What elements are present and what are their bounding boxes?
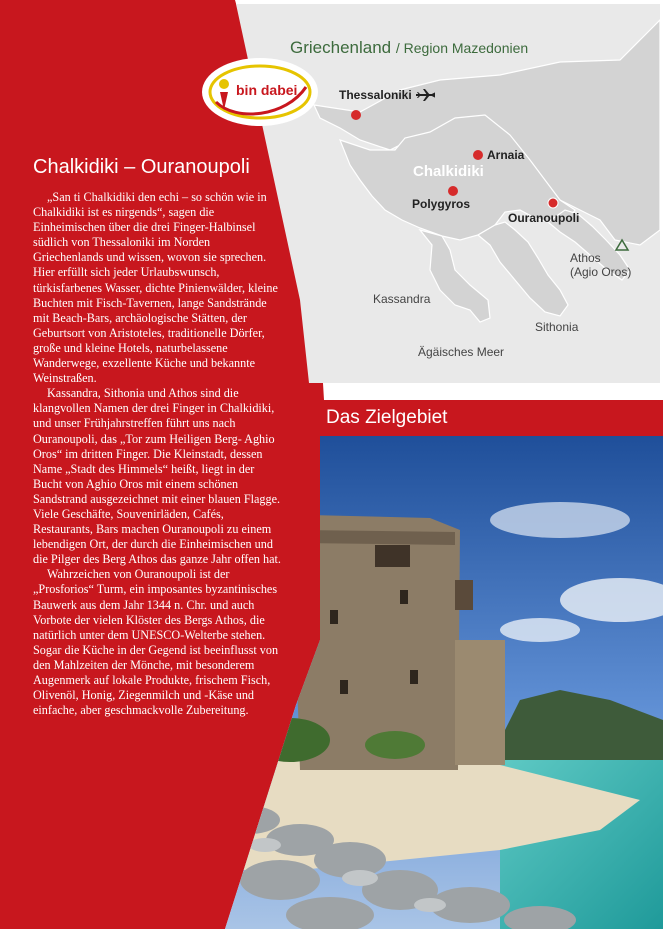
label-agio-oros: (Agio Oros): [570, 265, 632, 279]
logo-text: bin dabei: [236, 82, 298, 98]
bin-dabei-logo: [206, 62, 314, 122]
region-chalkidiki: Chalkidiki: [413, 163, 484, 180]
map-title-region: / Region Mazedonien: [395, 40, 529, 56]
label-kassandra: Kassandra: [373, 292, 431, 306]
city-thessaloniki: Thessaloniki: [339, 88, 412, 102]
article-paragraph-3: Wahrzeichen von Ouranoupoli ist der „Prosforios“ Turm, ein imposantes byzantinisches Bauwerk aus dem Jahr 1344 n. Chr. und auch Vorbote der vielen Klöster des Bergs Athos, die natürlich unter dem UNESCO-Welterbe stehen. Sogar die Küche in der Gegend ist beeinflusst von den Mahlzeiten der Mönche, mit besonderem Augenmerk auf lokale Produkte, frischem Fisch, Olivenöl, Honig, Ziegenmilch und -Käse und einfache, aber geschmackvolle Zubereitung.: [33, 567, 279, 718]
article-paragraph-2: Kassandra, Sithonia und Athos sind die klangvollen Namen der drei Finger in Chalkidiki, und unser Frühjahrstreffen führt uns nach Ouranoupoli, das „Tor zum Heiligen Berg- Aghio Oros“ im dritten Finger. Die Kleinstadt, dessen Name „Stadt des Himmels“ heißt, liegt in der Bucht von Aghio Oros mit einem schönen Sandstrand ausgezeichnet mit einer blauen Flagge. Viele Geschäfte, Souvenirläden, Cafés, Restaurants, Bars machen Ouranoupoli zu einem lebendigen Ort, der durch die Einheimischen und die Pilger des Berg Athos das ganze Jahr offen hat.: [33, 386, 281, 567]
label-sea: Ägäisches Meer: [418, 345, 505, 359]
city-ouranoupoli: Ouranoupoli: [508, 211, 580, 225]
marker-ouranoupoli: [548, 198, 558, 208]
marker-thessaloniki: [351, 110, 361, 120]
map-title: [290, 38, 528, 58]
marker-arnaia: [473, 150, 483, 160]
article-body: [33, 190, 283, 718]
map-title-country: Griechenland: [290, 38, 392, 57]
section-heading: Das Zielgebiet: [326, 407, 448, 428]
article-heading: Chalkidiki – Ouranoupoli: [33, 156, 250, 178]
marker-polygyros: [448, 186, 458, 196]
article-paragraph-1: „San ti Chalkidiki den echi – so schön wie in Chalkidiki ist es nirgends“, sagen die Einheimischen über die drei Finger-Halbinsel südlich von Thessaloniki im Norden Griechenlands und wissen, wovon sie sprechen. Hier erfüllt sich jeder Urlaubswunsch, türkisfarbenes Wasser, dichte Pinienwälder, kleine Buchten mit Fisch-Tavernen, lange Sandstrände mit Beach-Bars, archäologische Stätten, der Geburtsort von Aristoteles, traditionelle Dörfer, große und kleine Hotels, naturbelassene Wanderwege, exzellente Küche und bekannte Weinstraßen.: [33, 190, 278, 386]
label-athos: Athos: [570, 251, 601, 265]
label-sithonia: Sithonia: [535, 320, 579, 334]
city-polygyros: Polygyros: [412, 197, 471, 211]
city-arnaia: Arnaia: [487, 148, 525, 162]
